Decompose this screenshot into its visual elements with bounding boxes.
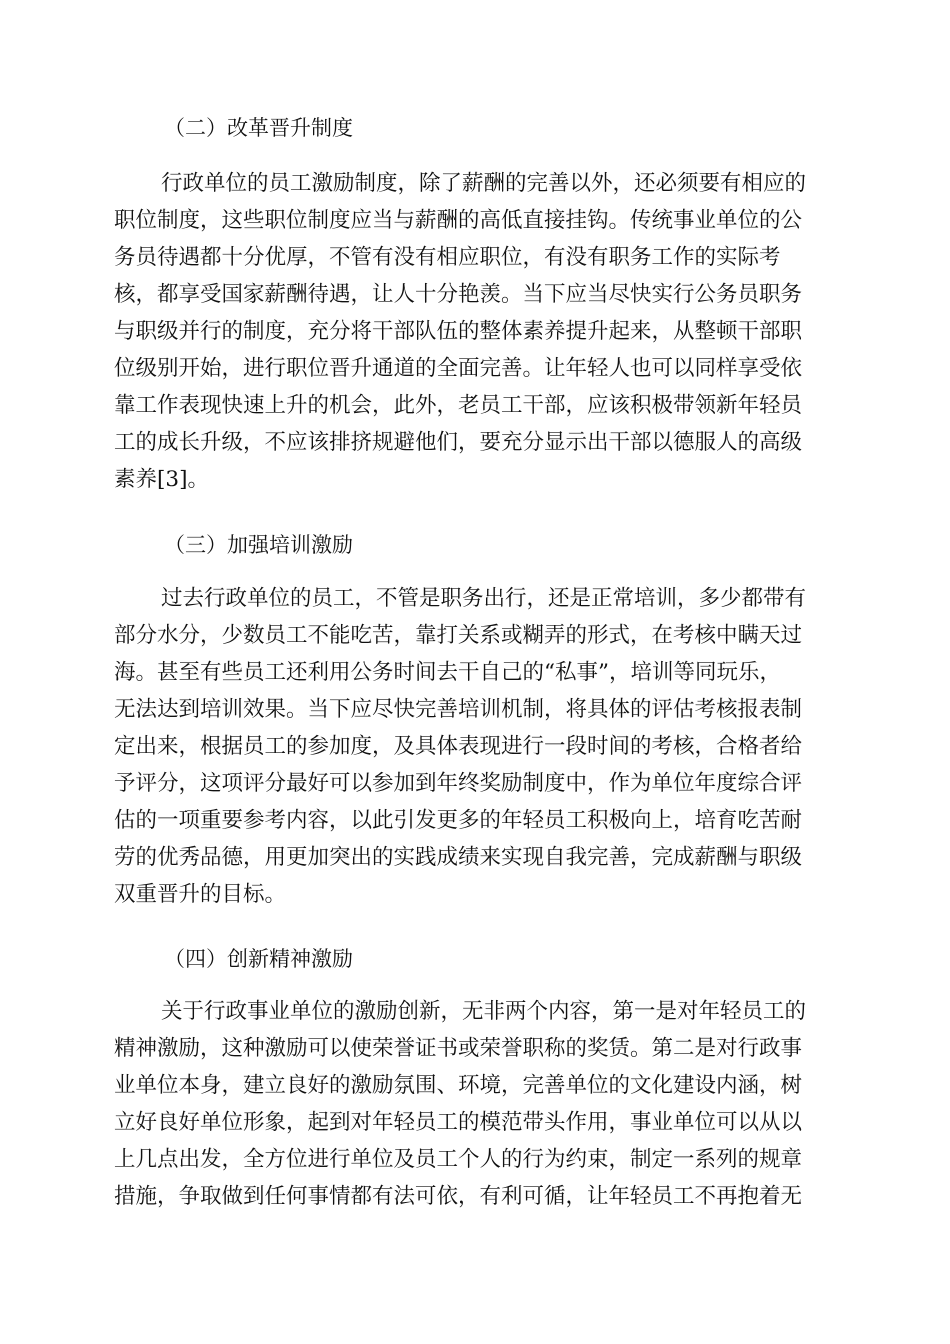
paragraph-line: 业单位本身，建立良好的激励氛围、环境，完善单位的文化建设内涵，树: [114, 1073, 803, 1098]
section-heading-2: （二）改革晋升制度: [164, 116, 353, 140]
paragraph-line: 过去行政单位的员工，不管是职务出行，还是正常培训，多少都带有: [161, 586, 807, 611]
paragraph-line: 双重晋升的目标。: [114, 882, 287, 907]
paragraph-line: 定出来，根据员工的参加度，及具体表现进行一段时间的考核，合格者给: [114, 734, 803, 759]
paragraph-line: 估的一项重要参考内容，以此引发更多的年轻员工积极向上，培育吃苦耐: [114, 808, 803, 833]
paragraph-line: 核，都享受国家薪酬待遇，让人十分艳羡。当下应当尽快实行公务员职务: [114, 282, 803, 307]
paragraph-line: 职位制度，这些职位制度应当与薪酬的高低直接挂钩。传统事业单位的公: [114, 208, 803, 233]
paragraph-line: 予评分，这项评分最好可以参加到年终奖励制度中，作为单位年度综合评: [114, 771, 803, 796]
paragraph-line: 上几点出发，全方位进行单位及员工个人的行为约束，制定一系列的规章: [114, 1147, 803, 1172]
paragraph-line: 靠工作表现快速上升的机会，此外，老员工干部，应该积极带领新年轻员: [114, 393, 803, 418]
paragraph-line: 无法达到培训效果。当下应尽快完善培训机制，将具体的评估考核报表制: [114, 697, 803, 722]
section-paragraph-3: [114, 580, 834, 913]
paragraph-line: 工的成长升级，不应该排挤规避他们，要充分显示出干部以德服人的高级: [114, 430, 803, 455]
section-paragraph-2: [114, 165, 834, 498]
paragraph-line: 部分水分，少数员工不能吃苦，靠打关系或糊弄的形式，在考核中瞒天过: [114, 623, 803, 648]
paragraph-line: 立好良好单位形象，起到对年轻员工的模范带头作用，事业单位可以从以: [114, 1110, 803, 1135]
paragraph-line: 海。甚至有些员工还利用公务时间去干自己的“私事”，培训等同玩乐，: [114, 660, 781, 685]
paragraph-line: 关于行政事业单位的激励创新，无非两个内容，第一是对年轻员工的: [161, 999, 807, 1024]
paragraph-line: 精神激励，这种激励可以使荣誉证书或荣誉职称的奖赁。第二是对行政事: [114, 1036, 803, 1061]
section-heading-3: （三）加强培训激励: [164, 533, 353, 557]
section-heading-4: （四）创新精神激励: [164, 947, 353, 971]
section-paragraph-4: [114, 993, 834, 1215]
paragraph-line: 措施，争取做到任何事情都有法可依，有利可循，让年轻员工不再抱着无: [114, 1184, 803, 1209]
paragraph-line: 行政单位的员工激励制度，除了薪酬的完善以外，还必须要有相应的: [161, 171, 807, 196]
paragraph-line: 务员待遇都十分优厚，不管有没有相应职位，有没有职务工作的实际考: [114, 245, 781, 270]
paragraph-line: 位级别开始，进行职位晋升通道的全面完善。让年轻人也可以同样享受依: [114, 356, 803, 381]
paragraph-line: 与职级并行的制度，充分将干部队伍的整体素养提升起来，从整顿干部职: [114, 319, 803, 344]
paragraph-line: 素养[3]。: [114, 467, 209, 492]
paragraph-line: 劳的优秀品德，用更加突出的实践成绩来实现自我完善，完成薪酬与职级: [114, 845, 803, 870]
